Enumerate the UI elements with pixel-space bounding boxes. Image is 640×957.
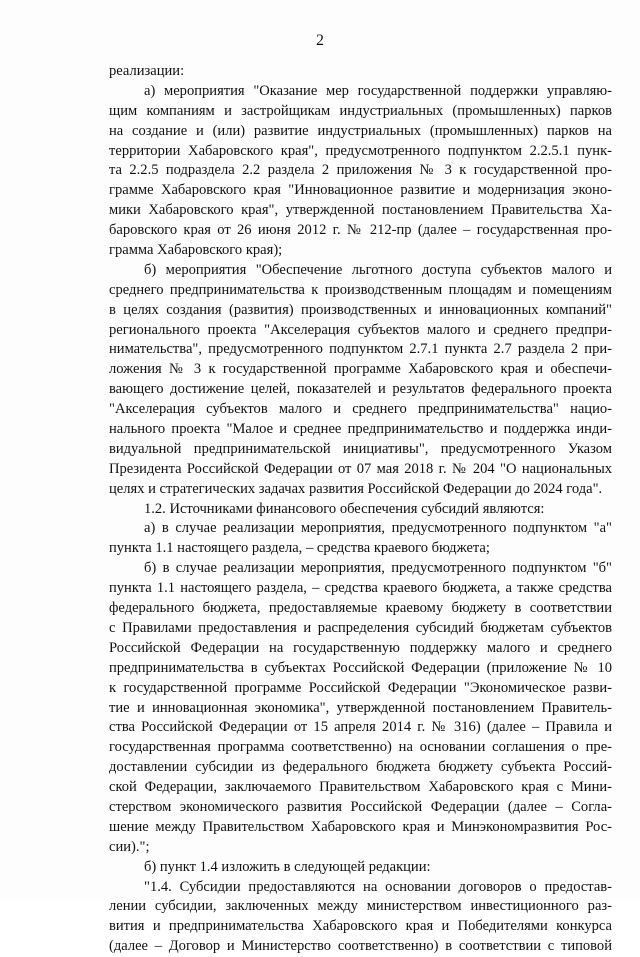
text-line: нального проекта "Малое и среднее предпринимательство и поддержка инди- xyxy=(109,421,612,438)
text-line: среднего предпринимательства к производственным площадям и помещениям xyxy=(109,281,612,298)
text-line: ложения № 3 к государственной программе Хабаровского края и обеспечи- xyxy=(109,361,612,378)
text-line: целях и стратегических задачах развития Российской Федерации до 2024 года". xyxy=(109,480,603,497)
text-line: а) мероприятия "Оказание мер государственной поддержки управляю- xyxy=(144,82,612,99)
text-line: Российской Федерации на государственную поддержку малого и среднего xyxy=(109,639,612,656)
text-line: грамме Хабаровского края "Инновационное развитие и модернизация эконо- xyxy=(109,182,612,199)
text-line: б) в случае реализации мероприятия, предусмотренного подпунктом "б" xyxy=(144,560,612,577)
text-line: федерального бюджета, предоставляемые краевому бюджету в соответствии xyxy=(109,600,612,617)
text-line: тие и инновационная экономика", утвержденной постановлением Правитель- xyxy=(109,699,612,716)
text-line: предпринимательства в субъектах Российской Федерации (приложение № 10 xyxy=(109,659,612,676)
text-line: государственная программа соответственно) на основании соглашения о пре- xyxy=(109,739,612,756)
text-line: сии)."; xyxy=(109,838,150,855)
text-line: баровского края от 26 июня 2012 г. № 212-пр (далее – государственная про- xyxy=(109,222,612,239)
text-line: в целях создания (развития) производственных и инновационных компаний" xyxy=(109,301,612,318)
text-line: Президента Российской Федерации от 07 мая 2018 г. № 204 "О национальных xyxy=(109,460,612,477)
text-line: регионального проекта "Акселерация субъектов малого и среднего предпри- xyxy=(109,321,612,338)
text-line: реализации: xyxy=(109,63,185,79)
text-line: (далее – Договор и Министерство соответственно) в соответствии с типовой xyxy=(109,938,612,955)
document-body xyxy=(109,62,612,957)
text-line: вающего достижение целей, показателей и результатов федерального проекта xyxy=(109,381,612,398)
text-line: пункта 1.1 настоящего раздела, – средства краевого бюджета, а также средства xyxy=(109,580,612,597)
text-line: лении субсидии, заключенных между министерством инвестиционного раз- xyxy=(109,898,612,915)
text-line: грамма Хабаровского края); xyxy=(109,242,283,259)
text-line: шение между Правительством Хабаровского края и Минэкономразвития Рос- xyxy=(109,818,612,835)
text-line: на создание и (или) развитие индустриальных (промышленных) парков на xyxy=(109,122,612,139)
text-line: "1.4. Субсидии предоставляются на основании договоров о предостав- xyxy=(144,878,612,895)
text-line: к государственной программе Российской Федерации "Экономическое разви- xyxy=(109,679,612,696)
text-line: б) пункт 1.4 изложить в следующей редакции: xyxy=(144,858,431,875)
text-line: мики Хабаровского края", утвержденной постановлением Правительства Ха- xyxy=(109,202,612,219)
text-line: та 2.2.5 подраздела 2.2 раздела 2 приложения № 3 к государственной про- xyxy=(109,162,612,179)
text-line: ства Российской Федерации от 15 апреля 2014 г. № 316) (далее – Правила и xyxy=(109,719,612,736)
text-line: пункта 1.1 настоящего раздела, – средства краевого бюджета; xyxy=(109,540,490,557)
text-line: территории Хабаровского края", предусмотренного подпунктом 2.2.5.1 пунк- xyxy=(109,142,612,159)
text-line: б) мероприятия "Обеспечение льготного доступа субъектов малого и xyxy=(144,261,612,278)
text-line: видуальной предпринимательской инициативы", предусмотренного Указом xyxy=(109,440,612,457)
text-line: а) в случае реализации мероприятия, предусмотренного подпунктом "а" xyxy=(144,520,612,537)
text-line: стерством экономического развития Российской Федерации (далее – Согла- xyxy=(109,798,612,815)
page-number: 2 xyxy=(316,32,324,49)
text-line: с Правилами предоставления и распределения субсидий бюджетам субъектов xyxy=(109,619,612,636)
text-line: вития и предпринимательства Хабаровского края и Победителями конкурса xyxy=(109,918,612,935)
text-line: ской Федерации, заключаемого Правительством Хабаровского края с Мини- xyxy=(109,779,612,796)
text-line: доставлении субсидии из федерального бюджета бюджету субъекта Россий- xyxy=(109,759,612,776)
text-line: щим компаниям и застройщикам индустриальных (промышленных) парков xyxy=(109,102,612,119)
text-line: "Акселерация субъектов малого и среднего предпринимательства" нацио- xyxy=(109,401,612,418)
text-line: 1.2. Источниками финансового обеспечения субсидий являются: xyxy=(144,500,545,517)
text-line: нимательства", предусмотренного подпунктом 2.7.1 пункта 2.7 раздела 2 при- xyxy=(109,341,612,358)
